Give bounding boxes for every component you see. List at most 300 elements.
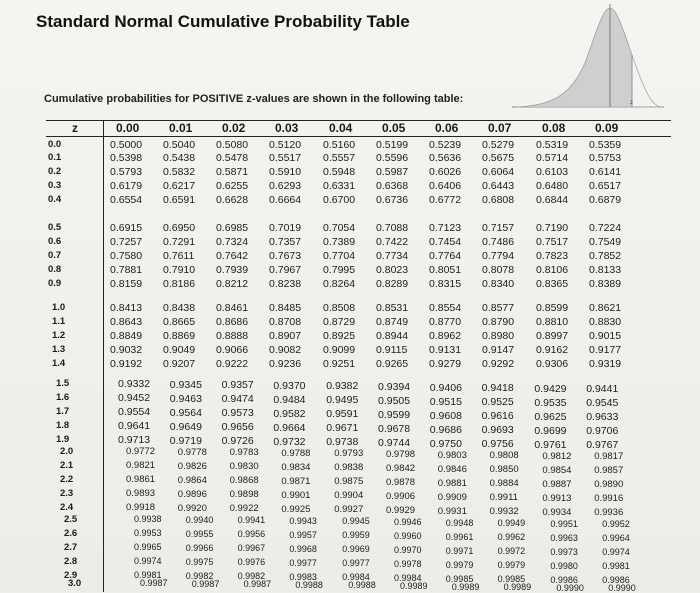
table-cell: 0.9788: [281, 448, 311, 459]
table-cell: 0.7019: [269, 222, 302, 234]
table-cell: 0.9177: [589, 344, 622, 356]
table-cell: 0.9868: [229, 475, 259, 486]
table-cell: 0.9979: [497, 560, 526, 570]
row-z-label: 1.2: [52, 330, 66, 341]
table-cell: 0.6915: [110, 222, 143, 234]
table-cell: 0.6406: [429, 180, 462, 192]
table-cell: 0.9850: [489, 464, 519, 475]
table-cell: 0.9929: [386, 505, 416, 516]
table-cell: 0.8485: [269, 302, 302, 314]
table-cell: 0.6217: [163, 180, 196, 192]
table-cell: 0.9793: [334, 448, 364, 459]
table-cell: 0.9938: [134, 514, 162, 524]
table-cell: 0.9099: [323, 344, 356, 356]
table-cell: 0.9803: [437, 450, 467, 461]
row-z-label: 2.7: [64, 542, 78, 553]
table-cell: 0.8869: [163, 330, 196, 342]
table-cell: 0.9986: [550, 575, 578, 585]
table-cell: 0.8997: [536, 330, 569, 342]
table-cell: 0.7764: [429, 250, 462, 262]
table-cell: 0.8810: [536, 316, 569, 328]
table-cell: 0.9959: [342, 530, 370, 540]
table-cell: 0.9441: [586, 383, 619, 395]
table-cell: 0.6879: [589, 194, 622, 206]
table-cell: 0.6628: [216, 194, 249, 206]
table-cell: 0.9834: [281, 462, 311, 473]
table-cell: 0.9957: [289, 530, 317, 540]
table-cell: 0.9961: [445, 532, 474, 542]
table-cell: 0.7088: [376, 222, 409, 234]
table-cell: 0.9990: [556, 583, 584, 593]
table-cell: 0.9936: [594, 507, 624, 518]
table-cell: 0.8708: [269, 316, 302, 328]
table-header-rule: [46, 136, 671, 137]
table-cell: 0.9319: [589, 358, 622, 370]
table-cell: 0.9750: [429, 438, 462, 450]
table-cell: 0.5438: [163, 152, 196, 164]
table-cell: 0.9115: [376, 344, 408, 356]
table-cell: 0.9983: [289, 572, 317, 582]
table-cell: 0.9699: [534, 425, 567, 437]
row-z-label: 0.9: [48, 278, 62, 289]
table-cell: 0.8643: [110, 316, 143, 328]
table-cell: 0.7190: [536, 222, 569, 234]
row-z-label: 1.0: [52, 302, 66, 313]
table-cell: 0.9332: [118, 378, 151, 390]
table-cell: 0.5948: [323, 166, 356, 178]
table-cell: 0.9986: [602, 575, 630, 585]
table-cell: 0.5000: [110, 139, 143, 151]
table-cell: 0.9251: [323, 358, 356, 370]
table-cell: 0.9982: [237, 571, 266, 581]
row-z-label: 0.6: [48, 236, 62, 247]
table-cell: 0.9429: [534, 383, 567, 395]
table-cell: 0.9864: [177, 475, 207, 486]
row-z-label: 0.3: [48, 180, 62, 191]
table-cell: 0.8106: [536, 264, 569, 276]
table-cell: 0.9808: [489, 450, 519, 461]
table-cell: 0.9927: [334, 504, 364, 515]
table-cell: 0.9066: [216, 344, 249, 356]
column-header: 0.09: [595, 121, 619, 135]
table-cell: 0.7324: [216, 236, 249, 248]
table-cell: 0.8438: [163, 302, 196, 314]
table-cell: 0.9884: [489, 478, 519, 489]
table-cell: 0.6064: [482, 166, 515, 178]
table-cell: 0.9974: [134, 556, 162, 566]
table-cell: 0.9463: [169, 393, 202, 405]
table-cell: 0.7823: [536, 250, 569, 262]
table-cell: 0.8461: [216, 302, 249, 314]
row-z-label: 0.5: [48, 222, 62, 233]
table-cell: 0.6331: [323, 180, 356, 192]
table-cell: 0.9192: [110, 358, 143, 370]
table-cell: 0.9678: [378, 423, 411, 435]
table-cell: 0.9990: [608, 583, 636, 593]
table-cell: 0.9693: [481, 424, 514, 436]
table-cell: 0.8980: [482, 330, 515, 342]
table-cell: 0.9965: [134, 542, 162, 552]
table-cell: 0.9147: [482, 344, 515, 356]
table-cell: 0.9971: [445, 546, 474, 556]
row-z-label: 0.0: [48, 139, 62, 150]
table-cell: 0.9591: [326, 408, 359, 420]
column-header: 0.00: [116, 121, 140, 135]
table-cell: 0.9846: [437, 464, 467, 475]
table-cell: 0.9812: [542, 451, 572, 462]
row-z-label: 2.8: [64, 556, 78, 567]
table-cell: 0.9931: [437, 506, 467, 517]
table-cell: 0.9854: [542, 465, 572, 476]
table-cell: 0.7291: [163, 236, 196, 248]
table-cell: 0.8212: [216, 278, 249, 290]
table-cell: 0.5910: [269, 166, 302, 178]
column-header: 0.01: [169, 121, 193, 135]
table-cell: 0.8159: [110, 278, 143, 290]
table-cell: 0.8315: [429, 278, 462, 290]
table-cell: 0.7939: [216, 264, 249, 276]
table-cell: 0.7357: [269, 236, 302, 248]
row-z-label: 1.6: [56, 392, 70, 403]
table-cell: 0.9906: [386, 491, 416, 502]
table-cell: 0.6141: [589, 166, 622, 178]
table-cell: 0.5871: [216, 166, 249, 178]
table-cell: 0.9920: [177, 503, 207, 514]
table-cell: 0.8621: [589, 302, 622, 314]
table-cell: 0.7517: [536, 236, 569, 248]
table-cell: 0.9418: [481, 382, 514, 394]
table-cell: 0.5398: [110, 152, 143, 164]
table-cell: 0.6808: [482, 194, 515, 206]
table-cell: 0.9406: [429, 382, 462, 394]
table-cell: 0.7995: [323, 264, 356, 276]
row-z-label: 2.0: [60, 446, 74, 457]
table-cell: 0.5675: [482, 152, 515, 164]
table-cell: 0.6664: [269, 194, 302, 206]
table-cell: 0.9772: [126, 446, 156, 457]
table-cell: 0.6480: [536, 180, 569, 192]
row-z-label: 0.8: [48, 264, 62, 275]
table-cell: 0.9981: [134, 570, 162, 580]
table-cell: 0.5596: [376, 152, 409, 164]
table-cell: 0.9953: [134, 528, 162, 538]
table-cell: 0.9989: [503, 582, 532, 592]
row-z-label: 2.9: [64, 570, 78, 581]
table-cell: 0.7673: [269, 250, 302, 262]
table-cell: 0.9887: [542, 479, 572, 490]
table-cell: 0.9982: [185, 571, 214, 581]
table-cell: 0.9974: [602, 547, 630, 557]
table-cell: 0.5636: [429, 152, 462, 164]
column-header: 0.03: [275, 121, 299, 135]
table-cell: 0.9940: [185, 515, 214, 525]
table-cell: 0.9798: [386, 449, 416, 460]
table-cell: 0.8289: [376, 278, 409, 290]
table-cell: 0.7549: [589, 236, 622, 248]
table-cell: 0.8686: [216, 316, 249, 328]
table-cell: 0.9966: [185, 543, 214, 553]
table-cell: 0.8830: [589, 316, 622, 328]
table-cell: 0.8508: [323, 302, 356, 314]
column-header: 0.07: [488, 121, 512, 135]
table-cell: 0.9744: [378, 437, 411, 449]
table-cell: 0.9922: [229, 503, 259, 514]
table-cell: 0.8531: [376, 302, 409, 314]
table-cell: 0.8944: [376, 330, 409, 342]
column-header: 0.08: [542, 121, 566, 135]
row-z-label: 1.9: [56, 434, 70, 445]
table-cell: 0.9956: [237, 529, 266, 539]
table-cell: 0.9932: [489, 506, 519, 517]
table-cell: 0.6591: [163, 194, 196, 206]
table-cell: 0.9967: [237, 543, 266, 553]
table-cell: 0.9955: [185, 529, 214, 539]
table-cell: 0.8729: [323, 316, 356, 328]
row-z-label: 2.1: [60, 460, 74, 471]
table-cell: 0.9979: [445, 560, 474, 570]
table-cell: 0.9878: [386, 477, 416, 488]
table-cell: 0.9857: [594, 465, 624, 476]
table-cell: 0.8749: [376, 316, 409, 328]
row-z-label: 0.1: [48, 152, 62, 163]
table-cell: 0.8962: [429, 330, 462, 342]
table-cell: 0.6700: [323, 194, 356, 206]
table-cell: 0.8554: [429, 302, 462, 314]
table-cell: 0.8078: [482, 264, 515, 276]
table-cell: 0.9525: [481, 396, 514, 408]
column-header: 0.06: [435, 121, 459, 135]
row-z-label: 0.2: [48, 166, 62, 177]
table-cell: 0.9535: [534, 397, 567, 409]
column-header: 0.02: [222, 121, 246, 135]
row-z-label: 1.4: [52, 358, 66, 369]
table-cell: 0.9664: [273, 422, 306, 434]
table-cell: 0.9236: [269, 358, 302, 370]
table-cell: 0.9732: [273, 436, 306, 448]
table-cell: 0.9970: [394, 545, 422, 555]
table-cell: 0.9015: [589, 330, 622, 342]
table-cell: 0.9984: [394, 573, 422, 583]
table-cell: 0.9871: [281, 476, 311, 487]
table-cell: 0.9913: [542, 493, 572, 504]
table-cell: 0.9984: [342, 572, 370, 582]
table-cell: 0.9641: [118, 420, 151, 432]
table-cell: 0.9968: [289, 544, 317, 554]
table-cell: 0.9989: [400, 581, 428, 591]
table-cell: 0.9706: [586, 425, 619, 437]
table-cell: 0.7123: [429, 222, 462, 234]
table-cell: 0.6103: [536, 166, 569, 178]
table-cell: 0.8389: [589, 278, 622, 290]
table-cell: 0.9890: [594, 479, 624, 490]
table-top-rule: [46, 120, 671, 121]
table-cell: 0.9686: [429, 424, 462, 436]
row-z-label: 1.3: [52, 344, 66, 355]
table-cell: 0.5557: [323, 152, 356, 164]
table-cell: 0.6255: [216, 180, 249, 192]
table-cell: 0.7422: [376, 236, 409, 248]
table-cell: 0.9292: [482, 358, 515, 370]
table-cell: 0.5239: [429, 139, 462, 151]
table-cell: 0.9573: [221, 407, 254, 419]
table-cell: 0.8790: [482, 316, 515, 328]
table-cell: 0.9898: [229, 489, 259, 500]
table-cell: 0.9761: [534, 439, 567, 451]
table-cell: 0.9963: [550, 533, 578, 543]
table-cell: 0.9988: [348, 580, 376, 590]
table-cell: 0.9713: [118, 434, 151, 446]
table-cell: 0.9599: [378, 409, 411, 421]
table-cell: 0.9817: [594, 451, 624, 462]
table-cell: 0.7054: [323, 222, 356, 234]
table-cell: 0.9649: [169, 421, 202, 433]
table-cell: 0.9987: [191, 579, 220, 589]
table-cell: 0.9505: [378, 395, 411, 407]
table-cell: 0.9875: [334, 476, 364, 487]
table-cell: 0.9977: [289, 558, 317, 568]
table-cell: 0.9032: [110, 344, 143, 356]
table-cell: 0.5714: [536, 152, 569, 164]
table-caption: Cumulative probabilities for POSITIVE z-values are shown in the following table:: [44, 93, 464, 105]
table-cell: 0.5279: [482, 139, 515, 151]
table-cell: 0.9989: [451, 582, 480, 592]
table-cell: 0.9978: [394, 559, 422, 569]
table-cell: 0.7580: [110, 250, 143, 262]
table-cell: 0.9767: [586, 439, 619, 451]
table-cell: 0.5080: [216, 139, 249, 151]
page-title: Standard Normal Cumulative Probability Table: [36, 12, 410, 31]
table-cell: 0.6950: [163, 222, 196, 234]
z-column-header: z: [72, 121, 78, 135]
table-cell: 0.7967: [269, 264, 302, 276]
table-cell: 0.9162: [536, 344, 569, 356]
table-cell: 0.9909: [437, 492, 467, 503]
table-cell: 0.9222: [216, 358, 249, 370]
table-cell: 0.9306: [536, 358, 569, 370]
table-cell: 0.9131: [429, 344, 462, 356]
table-cell: 0.5753: [589, 152, 622, 164]
table-cell: 0.7486: [482, 236, 515, 248]
table-cell: 0.9783: [229, 447, 259, 458]
table-cell: 0.7611: [163, 250, 195, 262]
table-cell: 0.8577: [482, 302, 515, 314]
table-cell: 0.7642: [216, 250, 249, 262]
table-cell: 0.6517: [589, 180, 622, 192]
table-cell: 0.9988: [295, 580, 323, 590]
table-cell: 0.9207: [163, 358, 196, 370]
table-cell: 0.6179: [110, 180, 143, 192]
table-cell: 0.9082: [269, 344, 302, 356]
table-cell: 0.8888: [216, 330, 249, 342]
table-cell: 0.7257: [110, 236, 143, 248]
table-cell: 0.5319: [536, 139, 569, 151]
row-z-label: 2.3: [60, 488, 74, 499]
table-cell: 0.9452: [118, 392, 151, 404]
table-cell: 0.9972: [497, 546, 526, 556]
table-cell: 0.8186: [163, 278, 196, 290]
row-z-label: 2.6: [64, 528, 78, 539]
table-cell: 0.7704: [323, 250, 356, 262]
table-cell: 0.9925: [281, 504, 311, 515]
table-cell: 0.9985: [445, 574, 474, 584]
table-cell: 0.5359: [589, 139, 622, 151]
table-cell: 0.7454: [429, 236, 462, 248]
table-cell: 0.5987: [376, 166, 409, 178]
table-cell: 0.7910: [163, 264, 196, 276]
table-cell: 0.9981: [602, 561, 630, 571]
column-header: 0.04: [329, 121, 353, 135]
table-cell: 0.9976: [237, 557, 266, 567]
table-cell: 0.9756: [481, 438, 514, 450]
table-cell: 0.8365: [536, 278, 569, 290]
table-cell: 0.9881: [437, 478, 467, 489]
table-cell: 0.9896: [177, 489, 207, 500]
table-cell: 0.9726: [221, 435, 254, 447]
table-cell: 0.7794: [482, 250, 515, 262]
table-cell: 0.8849: [110, 330, 143, 342]
table-cell: 0.9345: [169, 379, 202, 391]
table-cell: 0.9952: [602, 519, 630, 529]
table-cell: 0.9778: [177, 447, 207, 458]
table-cell: 0.5120: [269, 139, 302, 151]
table-cell: 0.9980: [550, 561, 578, 571]
table-cell: 0.9370: [273, 380, 306, 392]
table-cell: 0.9904: [334, 490, 364, 501]
row-z-label: 2.5: [64, 514, 78, 525]
table-cell: 0.9474: [221, 393, 254, 405]
table-cell: 0.6736: [376, 194, 409, 206]
row-z-label: 1.7: [56, 406, 70, 417]
row-z-label: 2.4: [60, 502, 74, 513]
table-cell: 0.9975: [185, 557, 214, 567]
table-cell: 0.9738: [326, 436, 359, 448]
table-cell: 0.9987: [140, 578, 168, 588]
table-cell: 0.8599: [536, 302, 569, 314]
table-cell: 0.9916: [594, 493, 624, 504]
table-cell: 0.7734: [376, 250, 409, 262]
table-cell: 0.8770: [429, 316, 462, 328]
row-z-label: 0.7: [48, 250, 62, 261]
table-cell: 0.7881: [110, 264, 143, 276]
table-cell: 0.9838: [334, 462, 364, 473]
table-cell: 0.6554: [110, 194, 143, 206]
table-cell: 0.6844: [536, 194, 569, 206]
table-cell: 0.9943: [289, 516, 317, 526]
table-cell: 0.6293: [269, 180, 302, 192]
table-cell: 0.9951: [550, 519, 578, 529]
table-cell: 0.9973: [550, 547, 578, 557]
table-cell: 0.9977: [342, 558, 370, 568]
table-cell: 0.9394: [378, 381, 411, 393]
table-cell: 0.9911: [489, 492, 518, 503]
table-cell: 0.5478: [216, 152, 249, 164]
table-cell: 0.8023: [376, 264, 409, 276]
table-cell: 0.5517: [269, 152, 302, 164]
table-cell: 0.9960: [394, 531, 422, 541]
table-cell: 0.7852: [589, 250, 622, 262]
table-cell: 0.9861: [126, 474, 156, 485]
row-z-label: 1.8: [56, 420, 70, 431]
figure-z-label: z: [630, 100, 633, 106]
table-cell: 0.9941: [237, 515, 266, 525]
table-cell: 0.9495: [326, 394, 359, 406]
table-cell: 0.9893: [126, 488, 156, 499]
row-z-label: 3.0: [68, 578, 82, 589]
table-cell: 0.8133: [589, 264, 622, 276]
normal-curve-figure: [512, 0, 664, 118]
table-cell: 0.9901: [281, 490, 311, 501]
table-cell: 0.5832: [163, 166, 196, 178]
